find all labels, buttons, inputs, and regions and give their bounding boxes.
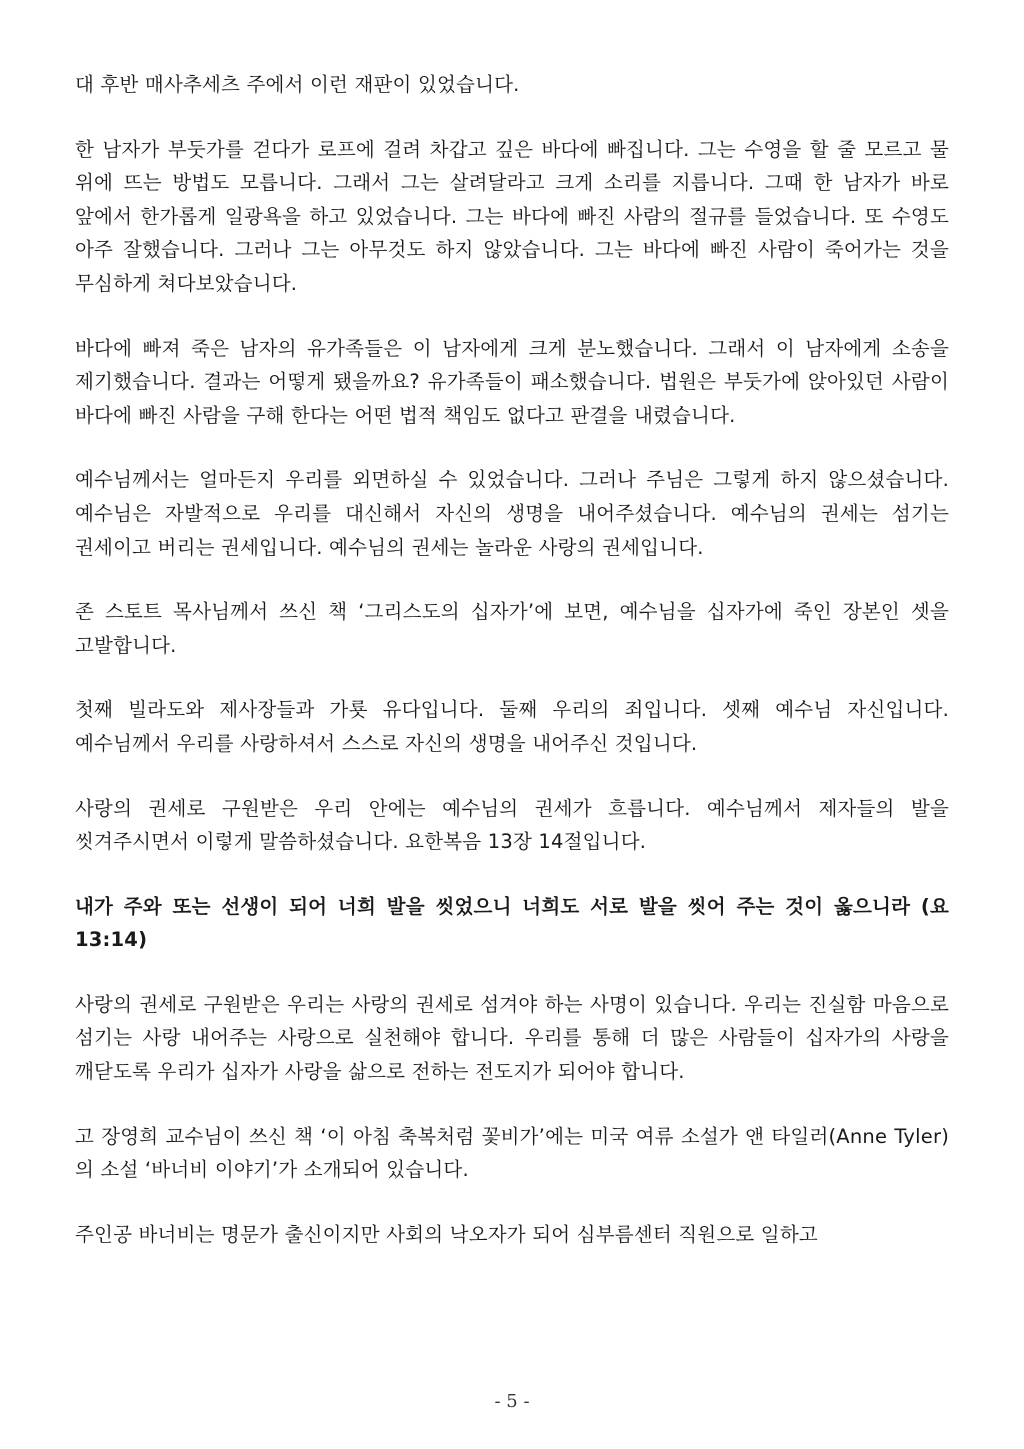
paragraph-10: 고 장영희 교수님이 쓰신 책 ‘이 아침 축복처럼 꽃비가’에는 미국 여류 소설가 앤 타일러(Anne Tyler)의 소설 ‘바너비 이야기’가 소개되어 있습니다. <box>75 1124 949 1182</box>
page-number: - 5 - <box>494 1391 530 1412</box>
paragraph-9: 사랑의 권세로 구원받은 우리는 사랑의 권세로 섬겨야 하는 사명이 있습니다. 우리는 진실함 마음으로 섬기는 사랑 내어주는 사랑으로 실천해야 합니다. 우리를 통해 더 많은 사람들이 십자가의 사랑을 깨닫도록 우리가 십자가 사랑을 삶으로 전하는 전도지가 되어야 합니다. <box>75 992 949 1084</box>
paragraph-1: 대 후반 매사추세츠 주에서 이런 재판이 있었습니다. <box>75 73 520 96</box>
document-body <box>75 68 949 1282</box>
paragraph-3: 바다에 빠져 죽은 남자의 유가족들은 이 남자에게 크게 분노했습니다. 그래서 이 남자에게 소송을 제기했습니다. 결과는 어떻게 됐을까요? 유가족들이 패소했습니다. 법원은 부둣가에 앉아있던 사람이 바다에 빠진 사람을 구해 한다는 어떤 법적 책임도 없다고 판결을 내렸습니다. <box>75 336 949 427</box>
paragraph-6: 첫째 빌라도와 제사장들과 가룟 유다입니다. 둘째 우리의 죄입니다. 셋째 예수님 자신입니다. 예수님께서 우리를 사랑하셔서 스스로 자신의 생명을 내어주신 것입니다. <box>75 698 949 755</box>
paragraph-5: 존 스토트 목사님께서 쓰신 책 ‘그리스도의 십자가’에 보면, 예수님을 십자가에 죽인 장본인 셋을 고발합니다. <box>75 600 949 657</box>
paragraph-4: 예수님께서는 얼마든지 우리를 외면하실 수 있었습니다. 그러나 주님은 그렇게 하지 않으셨습니다. 예수님은 자발적으로 우리를 대신해서 자신의 생명을 내어주셨습니다. 예수님의 권세는 섬기는 권세이고 버리는 권세입니다. 예수님의 권세는 놀라운 사랑의 권세입니다. <box>75 468 949 559</box>
paragraph-11: 주인공 바너비는 명문가 출신이지만 사회의 낙오자가 되어 심부름센터 직원으로 일하고 <box>75 1222 818 1246</box>
scripture-quote: 내가 주와 또는 선생이 되어 너희 발을 씻었으니 너희도 서로 발을 씻어 주는 것이 옳으니라 (요 13:14) <box>75 894 949 952</box>
paragraph-2: 한 남자가 부둣가를 걷다가 로프에 걸려 차갑고 깊은 바다에 빠집니다. 그는 수영을 할 줄 모르고 물 위에 뜨는 방법도 모릅니다. 그래서 그는 살려달라고 크게 소리를 지릅니다. 그때 한 남자가 바로 앞에서 한가롭게 일광욕을 하고 있었습니다. 그는 바다에 빠진 사람의 절규를 들었습니다. 또 수영도 아주 잘했습니다. 그러나 그는 아무것도 하지 않았습니다. 그는 바다에 빠진 사람이 죽어가는 것을 무심하게 쳐다보았습니다. <box>75 137 949 295</box>
paragraph-7: 사랑의 권세로 구원받은 우리 안에는 예수님의 권세가 흐릅니다. 예수님께서 제자들의 발을 씻겨주시면서 이렇게 말씀하셨습니다. 요한복음 13장 14절입니다. <box>75 796 949 854</box>
